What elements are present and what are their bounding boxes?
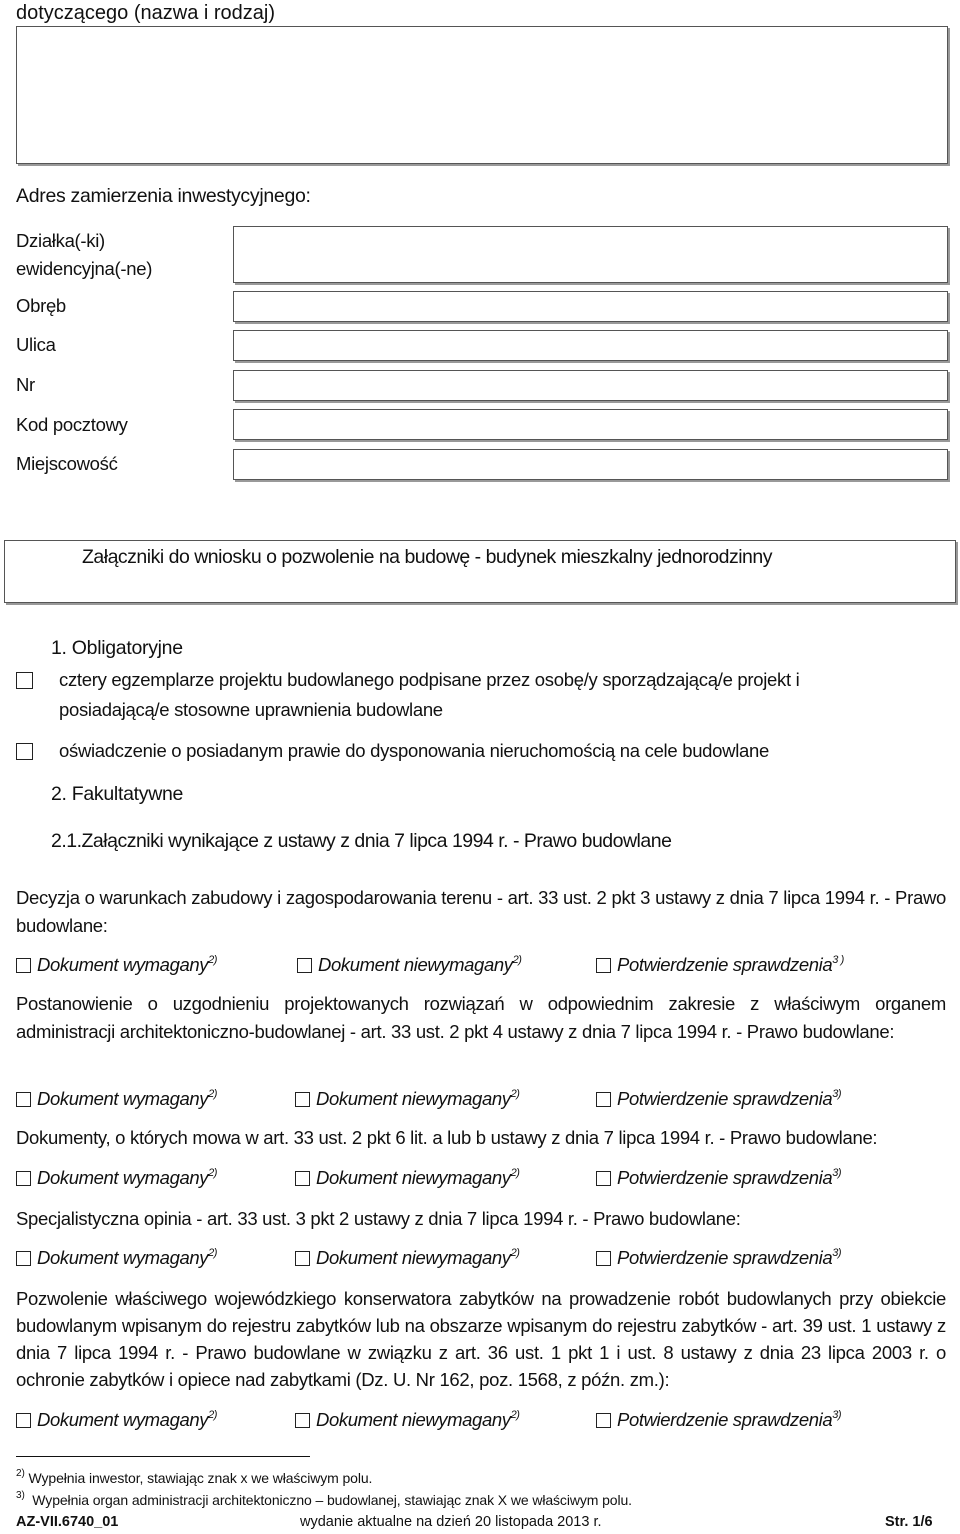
doc-4-description: Specjalistyczna opinia - art. 33 ust. 3 pkt 2 ustawy z dnia 7 lipca 1994 r. - Prawo budowlane: [16,1208,741,1229]
label-number: Nr [16,374,35,395]
doc-1-option-required[interactable]: Dokument wymagany$^{2)}$ [16,954,217,976]
doc-3-option-confirm[interactable]: Potwierdzenie sprawdzenia$^{3)}$ [596,1167,841,1189]
plot-field[interactable] [233,226,948,283]
investment-name-box[interactable] [16,26,948,164]
doc-5-option-confirm[interactable]: Potwierdzenie sprawdzenia$^{3)}$ [596,1409,841,1431]
checkbox-icon [16,672,33,689]
checkbox-icon [297,958,312,973]
checkbox-icon [295,1413,310,1428]
checkbox-icon [295,1171,310,1186]
footer-code: AZ-VII.6740_01 [16,1514,119,1530]
label-street: Ulica [16,334,56,355]
footnote-2: $^{2)}$ Wypełnia inwestor, stawiając znak x we właściwym polu. [16,1468,373,1486]
doc-2-option-not-required[interactable]: Dokument niewymagany$^{2)}$ [295,1088,520,1110]
checkbox-icon [596,1251,611,1266]
checkbox-icon [16,1171,31,1186]
footnote-3: $^{3)}$ Wypełnia organ administracji architektoniczno – budowlanej, stawiając znak X we właściwym polu. [16,1490,632,1508]
doc-5-option-required[interactable]: Dokument wymagany$^{2)}$ [16,1409,217,1431]
checkbox-icon [596,1171,611,1186]
footer-page: Str. 1/6 [885,1514,933,1530]
checkbox-icon [295,1092,310,1107]
header-cut-text: dotyczącego (nazwa i rodzaj) [16,2,276,24]
doc-1-option-confirm[interactable]: Potwierdzenie sprawdzenia$^{3 )}$ [596,954,844,976]
number-field[interactable] [233,370,948,401]
checkbox-icon [596,1413,611,1428]
section-optional-subtitle: 2.1.Załączniki wynikające z ustawy z dnia 7 lipca 1994 r. - Prawo budowlane [51,830,672,852]
doc-2-option-confirm[interactable]: Potwierdzenie sprawdzenia$^{3)}$ [596,1088,841,1110]
doc-4-option-confirm[interactable]: Potwierdzenie sprawdzenia$^{3)}$ [596,1247,841,1269]
address-title: Adres zamierzenia inwestycyjnego: [16,185,311,207]
doc-3-option-required[interactable]: Dokument wymagany$^{2)}$ [16,1167,217,1189]
obligatory-item1-line1: cztery egzemplarze projektu budowlanego podpisane przez osobę/y sporządzającą/e projekt i [59,669,800,690]
doc-5-description: Pozwolenie właściwego wojewódzkiego konserwatora zabytków na prowadzenie robót budowlanych przy obiekcie budowlanym wpisanym do rejestru zabytków lub na obszarze wpisanym do rejestru zabytków - art. 39 ust. 1 ustawy z dnia 7 lipca 1994 r. - Prawo budowlane w związku z art. 36 ust. 1 pkt 1 i ust. 8 ustawy z dnia 23 lipca 2003 r. o ochronie zabytków i opiece nad zabytkami (Dz. U. Nr 162, poz. 1568, z późn. zm.): [16,1288,946,1390]
postal-code-field[interactable] [233,409,948,440]
checkbox-icon [16,958,31,973]
checkbox-icon [295,1251,310,1266]
checkbox-icon [16,1092,31,1107]
checkbox-icon [16,743,33,760]
checkbox-icon [16,1251,31,1266]
doc-4-option-not-required[interactable]: Dokument niewymagany$^{2)}$ [295,1247,520,1269]
label-plot-register: ewidencyjna(-ne) [16,258,153,279]
label-postal-code: Kod pocztowy [16,414,128,435]
city-field[interactable] [233,449,948,480]
label-plot: Działka(-ki) [16,230,105,251]
doc-1-option-not-required[interactable]: Dokument niewymagany$^{2)}$ [297,954,522,976]
street-field[interactable] [233,330,948,361]
obligatory-item1-line2: posiadającą/e stosowne uprawnienia budowlane [59,699,443,720]
checkbox-icon [596,958,611,973]
obligatory-item2-checkbox[interactable] [16,743,39,763]
doc-3-description: Dokumenty, o których mowa w art. 33 ust. 2 pkt 6 lit. a lub b ustawy z dnia 7 lipca 1994 r. - Prawo budowlane: [16,1127,878,1148]
footnote-separator [16,1456,310,1457]
doc-3-option-not-required[interactable]: Dokument niewymagany$^{2)}$ [295,1167,520,1189]
obligatory-item2: oświadczenie o posiadanym prawie do dysponowania nieruchomością na cele budowlane [59,740,769,761]
checkbox-icon [16,1413,31,1428]
label-precinct: Obręb [16,295,66,316]
checkbox-icon [596,1092,611,1107]
doc-2-description: Postanowienie o uzgodnieniu projektowanych rozwiązań w odpowiednim zakresie z właściwym organem administracji architektoniczno-budowlanej - art. 33 ust. 2 pkt 4 ustawy z dnia 7 lipca 1994 r. - Prawo budowlane: [16,993,946,1042]
precinct-field[interactable] [233,291,948,322]
doc-1-description: Decyzja o warunkach zabudowy i zagospodarowania terenu - art. 33 ust. 2 pkt 3 ustawy z dnia 7 lipca 1994 r. - Prawo budowlane: [16,887,946,936]
attachments-title: Załączniki do wniosku o pozwolenie na budowę - budynek mieszkalny jednorodzinny [82,546,772,568]
doc-5-option-not-required[interactable]: Dokument niewymagany$^{2)}$ [295,1409,520,1431]
obligatory-item1-checkbox[interactable] [16,672,39,692]
section-obligatory-title: 1. Obligatoryjne [51,637,183,659]
label-city: Miejscowość [16,453,118,474]
doc-2-option-required[interactable]: Dokument wymagany$^{2)}$ [16,1088,217,1110]
doc-4-option-required[interactable]: Dokument wymagany$^{2)}$ [16,1247,217,1269]
footer-edition: wydanie aktualne na dzień 20 listopada 2013 r. [300,1514,602,1530]
section-optional-title: 2. Fakultatywne [51,783,184,805]
